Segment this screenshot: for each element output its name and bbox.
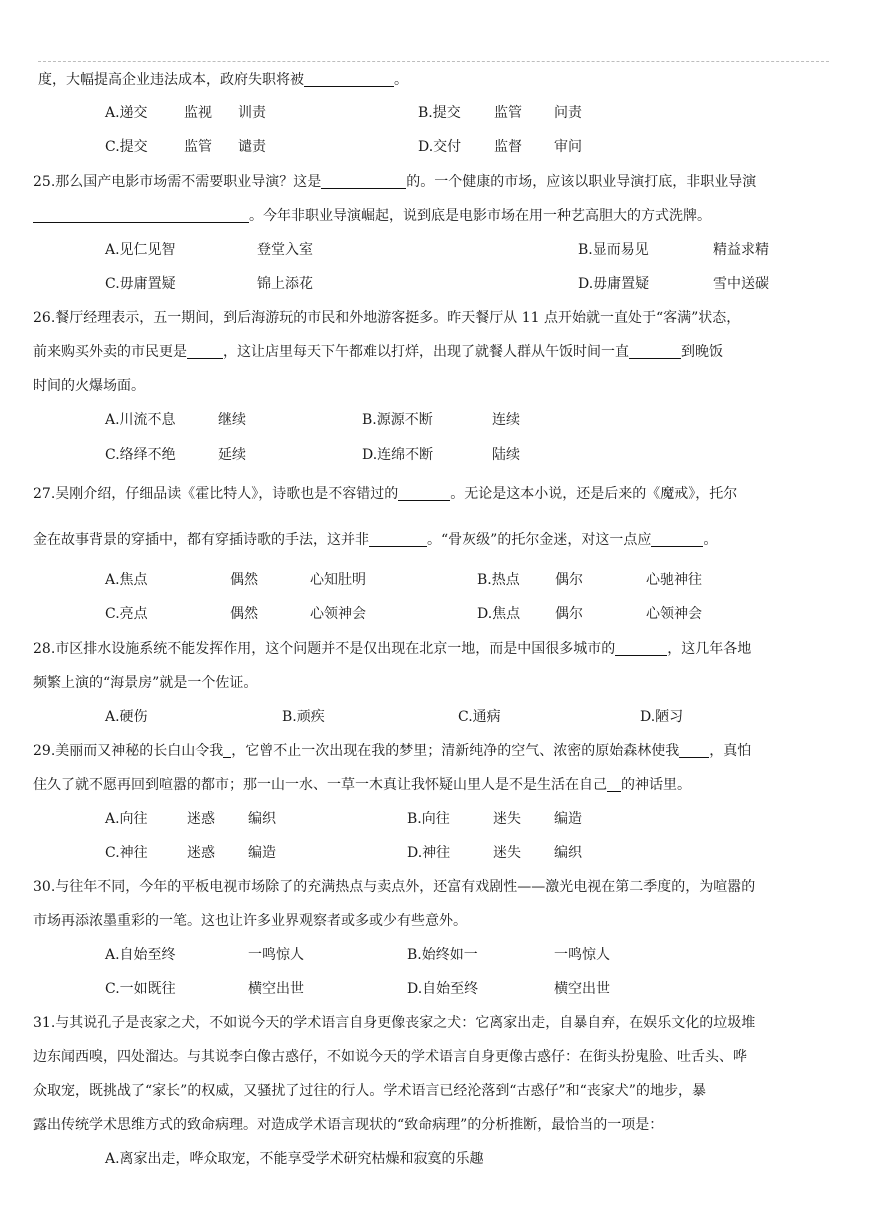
q28-option-c[interactable]: C.通病 [458, 709, 501, 725]
q27-stem-line2: 金在故事背景的穿插中，都有穿插诗歌的手法，这并非 。“骨灰级”的托尔金迷，对这一点应 。 [33, 532, 718, 548]
answer-blank[interactable] [607, 777, 621, 792]
q26-stem-line2: 前来购买外卖的市民更是 ，这让店里每天下午都难以打烊，出现了就餐人群从午饭时间一直 到晚饭 [33, 344, 723, 360]
answer-blank[interactable] [651, 532, 703, 547]
q31-stem-line2: 边东闻西嗅，四处溜达。与其说李白像古惑仔，不如说今天的学术语言自身更像古惑仔：在街头扮鬼脸、吐舌头、哗 [33, 1049, 747, 1065]
answer-blank[interactable] [679, 743, 709, 758]
q29-stem-line1: 29.美丽而又神秘的长白山令我 ，它曾不止一次出现在我的梦里；清新纯净的空气、浓密的原始森林使我 ，真怕 [33, 743, 752, 759]
answer-blank[interactable] [398, 486, 450, 501]
q26-stem-line3: 时间的火爆场面。 [33, 378, 145, 394]
answer-blank[interactable] [304, 72, 394, 87]
answer-blank[interactable] [629, 344, 681, 359]
q29-stem-line2: 住久了就不愿再回到喧嚣的都市；那一山一水、一草一木真让我怀疑山里人是不是生活在自己 的神话里。 [33, 777, 691, 793]
q28-option-b[interactable]: B.顽疾 [282, 709, 325, 725]
q28-option-a[interactable]: A.硬伤 [105, 709, 148, 725]
q31-option-a[interactable]: A.离家出走，哗众取宠，不能享受学术研究枯燥和寂寞的乐趣 [105, 1151, 484, 1167]
answer-blank[interactable] [369, 532, 427, 547]
q28-option-d[interactable]: D.陋习 [640, 709, 684, 725]
q31-stem-line4: 露出传统学术思维方式的致命病理。对造成学术语言现状的“致命病理”的分析推断，最恰当的一项是： [33, 1117, 664, 1133]
q25-stem-line2: 。今年非职业导演崛起，说到底是电影市场在用一种艺高胆大的方式洗牌。 [33, 207, 711, 225]
q27-stem-line1: 27.吴刚介绍，仔细品读《霍比特人》，诗歌也是不容错过的 。无论是这本小说，还是后来的《魔戒》，托尔 [33, 486, 738, 502]
q31-stem-line3: 众取宠，既挑战了“家长”的权威，又骚扰了过往的行人。学术语言已经沦落到“古惑仔”和“丧家犬”的地步，暴 [33, 1083, 706, 1099]
q25-stem-line1: 25.那么国产电影市场需不需要职业导演？这是 的。一个健康的市场，应该以职业导演打底，非职业导演 [33, 174, 757, 190]
answer-blank[interactable] [615, 641, 667, 656]
answer-blank[interactable] [187, 344, 223, 359]
q28-stem-line2: 频繁上演的“海景房”就是一个佐证。 [33, 675, 258, 691]
q30-stem-line1: 30.与往年不同，今年的平板电视市场除了的充满热点与卖点外，还富有戏剧性——激光电视在第二季度的，为喧嚣的 [33, 879, 756, 895]
q28-stem-line1: 28.市区排水设施系统不能发挥作用，这个问题并不是仅出现在北京一地，而是中国很多城市的 ，这几年各地 [33, 641, 752, 657]
q26-stem-line1: 26.餐厅经理表示，五一期间，到后海游玩的市民和外地游客挺多。昨天餐厅从 11 点开始就一直处于“客满”状态， [33, 310, 741, 326]
q30-stem-line2: 市场再添浓墨重彩的一笔。这也让许多业界观察者或多或少有些意外。 [33, 913, 467, 929]
q24-stem: 度，大幅提高企业违法成本，政府失职将被 。 [38, 72, 408, 88]
q31-stem-line1: 31.与其说孔子是丧家之犬，不如说今天的学术语言自身更像丧家之犬：它离家出走，自暴自弃，在娱乐文化的垃圾堆 [33, 1015, 756, 1031]
page-divider [38, 61, 829, 62]
answer-blank[interactable] [33, 208, 249, 223]
answer-blank[interactable] [321, 174, 406, 189]
